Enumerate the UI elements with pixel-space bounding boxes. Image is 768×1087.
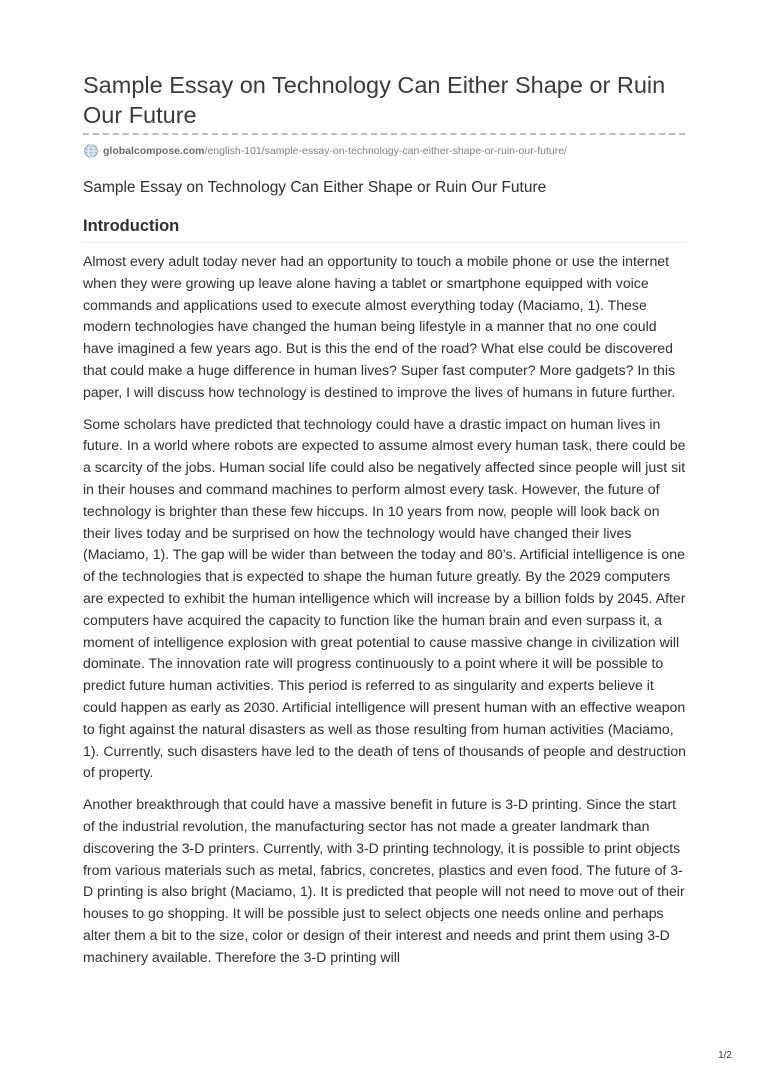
paragraph: Almost every adult today never had an opportunity to touch a mobile phone or use the internet when they were growing up leave alone having a tablet or smartphone equipped with voice commands and applications used to execute almost everything today (Maciamo, 1). These modern technologies have changed the human being lifestyle in a manner that no one could have imagined a few years ago. But is this the end of the road? What else could be discovered that could make a huge difference in human lives? Super fast computer? More gadgets? In this paper, I will discuss how technology is destined to improve the lives of humans in future further.	[83, 253, 676, 400]
section-heading-introduction: Introduction	[83, 217, 180, 235]
globe-icon	[84, 144, 98, 158]
paragraph: Another breakthrough that could have a massive benefit in future is 3-D printing. Since the start of the industrial revolution, the manufacturing sector has not made a greater landmark than discovering the 3-D printers. Currently, with 3-D printing technology, it is possible to print objects from various materials such as metal, fabrics, concretes, plastics and even food. The future of 3-D printing is also bright (Maciamo, 1). It is predicted that people will not need to move out of their houses to go shopping. It will be possible just to select objects one needs online and perhaps alter them a bit to the size, color or design of their interest and needs and print them using 3-D machinery available. Therefore the 3-D printing will	[83, 796, 685, 965]
source-path[interactable]: /english-101/sample-essay-on-technology-can-either-shape-or-ruin-our-future/	[204, 145, 567, 157]
heading-rule	[83, 242, 685, 243]
essay-body	[83, 251, 689, 979]
title-divider	[83, 133, 685, 135]
page-number: 1/2	[718, 1050, 732, 1061]
page-title: Sample Essay on Technology Can Either Shape or Ruin Our Future	[83, 72, 666, 128]
source-link[interactable]	[84, 143, 567, 159]
source-domain[interactable]: globalcompose.com	[103, 145, 205, 157]
essay-subtitle: Sample Essay on Technology Can Either Shape or Ruin Our Future	[83, 179, 547, 196]
paragraph: Some scholars have predicted that technology could have a drastic impact on human lives in future. In a world where robots are expected to assume almost every human task, there could be a scarcity of the jobs. Human social life could also be negatively affected since people will just sit in their houses and command machines to perform almost every task. However, the future of technology is brighter than these few hiccups. In 10 years from now, people will look back on their lives today and be surprised on how the technology would have changed their lives (Maciamo, 1). The gap will be wider than between the today and 80’s. Artificial intelligence is one of the technologies that is expected to shape the human future greatly. By the 2029 computers are expected to exhibit the human intelligence which will increase by a billion folds by 2045. After computers have acquired the capacity to function like the human brain and even surpass it, a moment of intelligence explosion with great potential to cause massive change in civilization will dominate. The innovation rate will progress continuously to a point where it will be possible to predict future human activities. This period is referred to as singularity and experts believe it could happen as early as 2030. Artificial intelligence will present human with an effective weapon to fight against the natural disasters as well as those resulting from human activities (Maciamo, 1). Currently, such disasters have led to the death of tens of thousands of people and destruction of property.	[83, 415, 687, 781]
